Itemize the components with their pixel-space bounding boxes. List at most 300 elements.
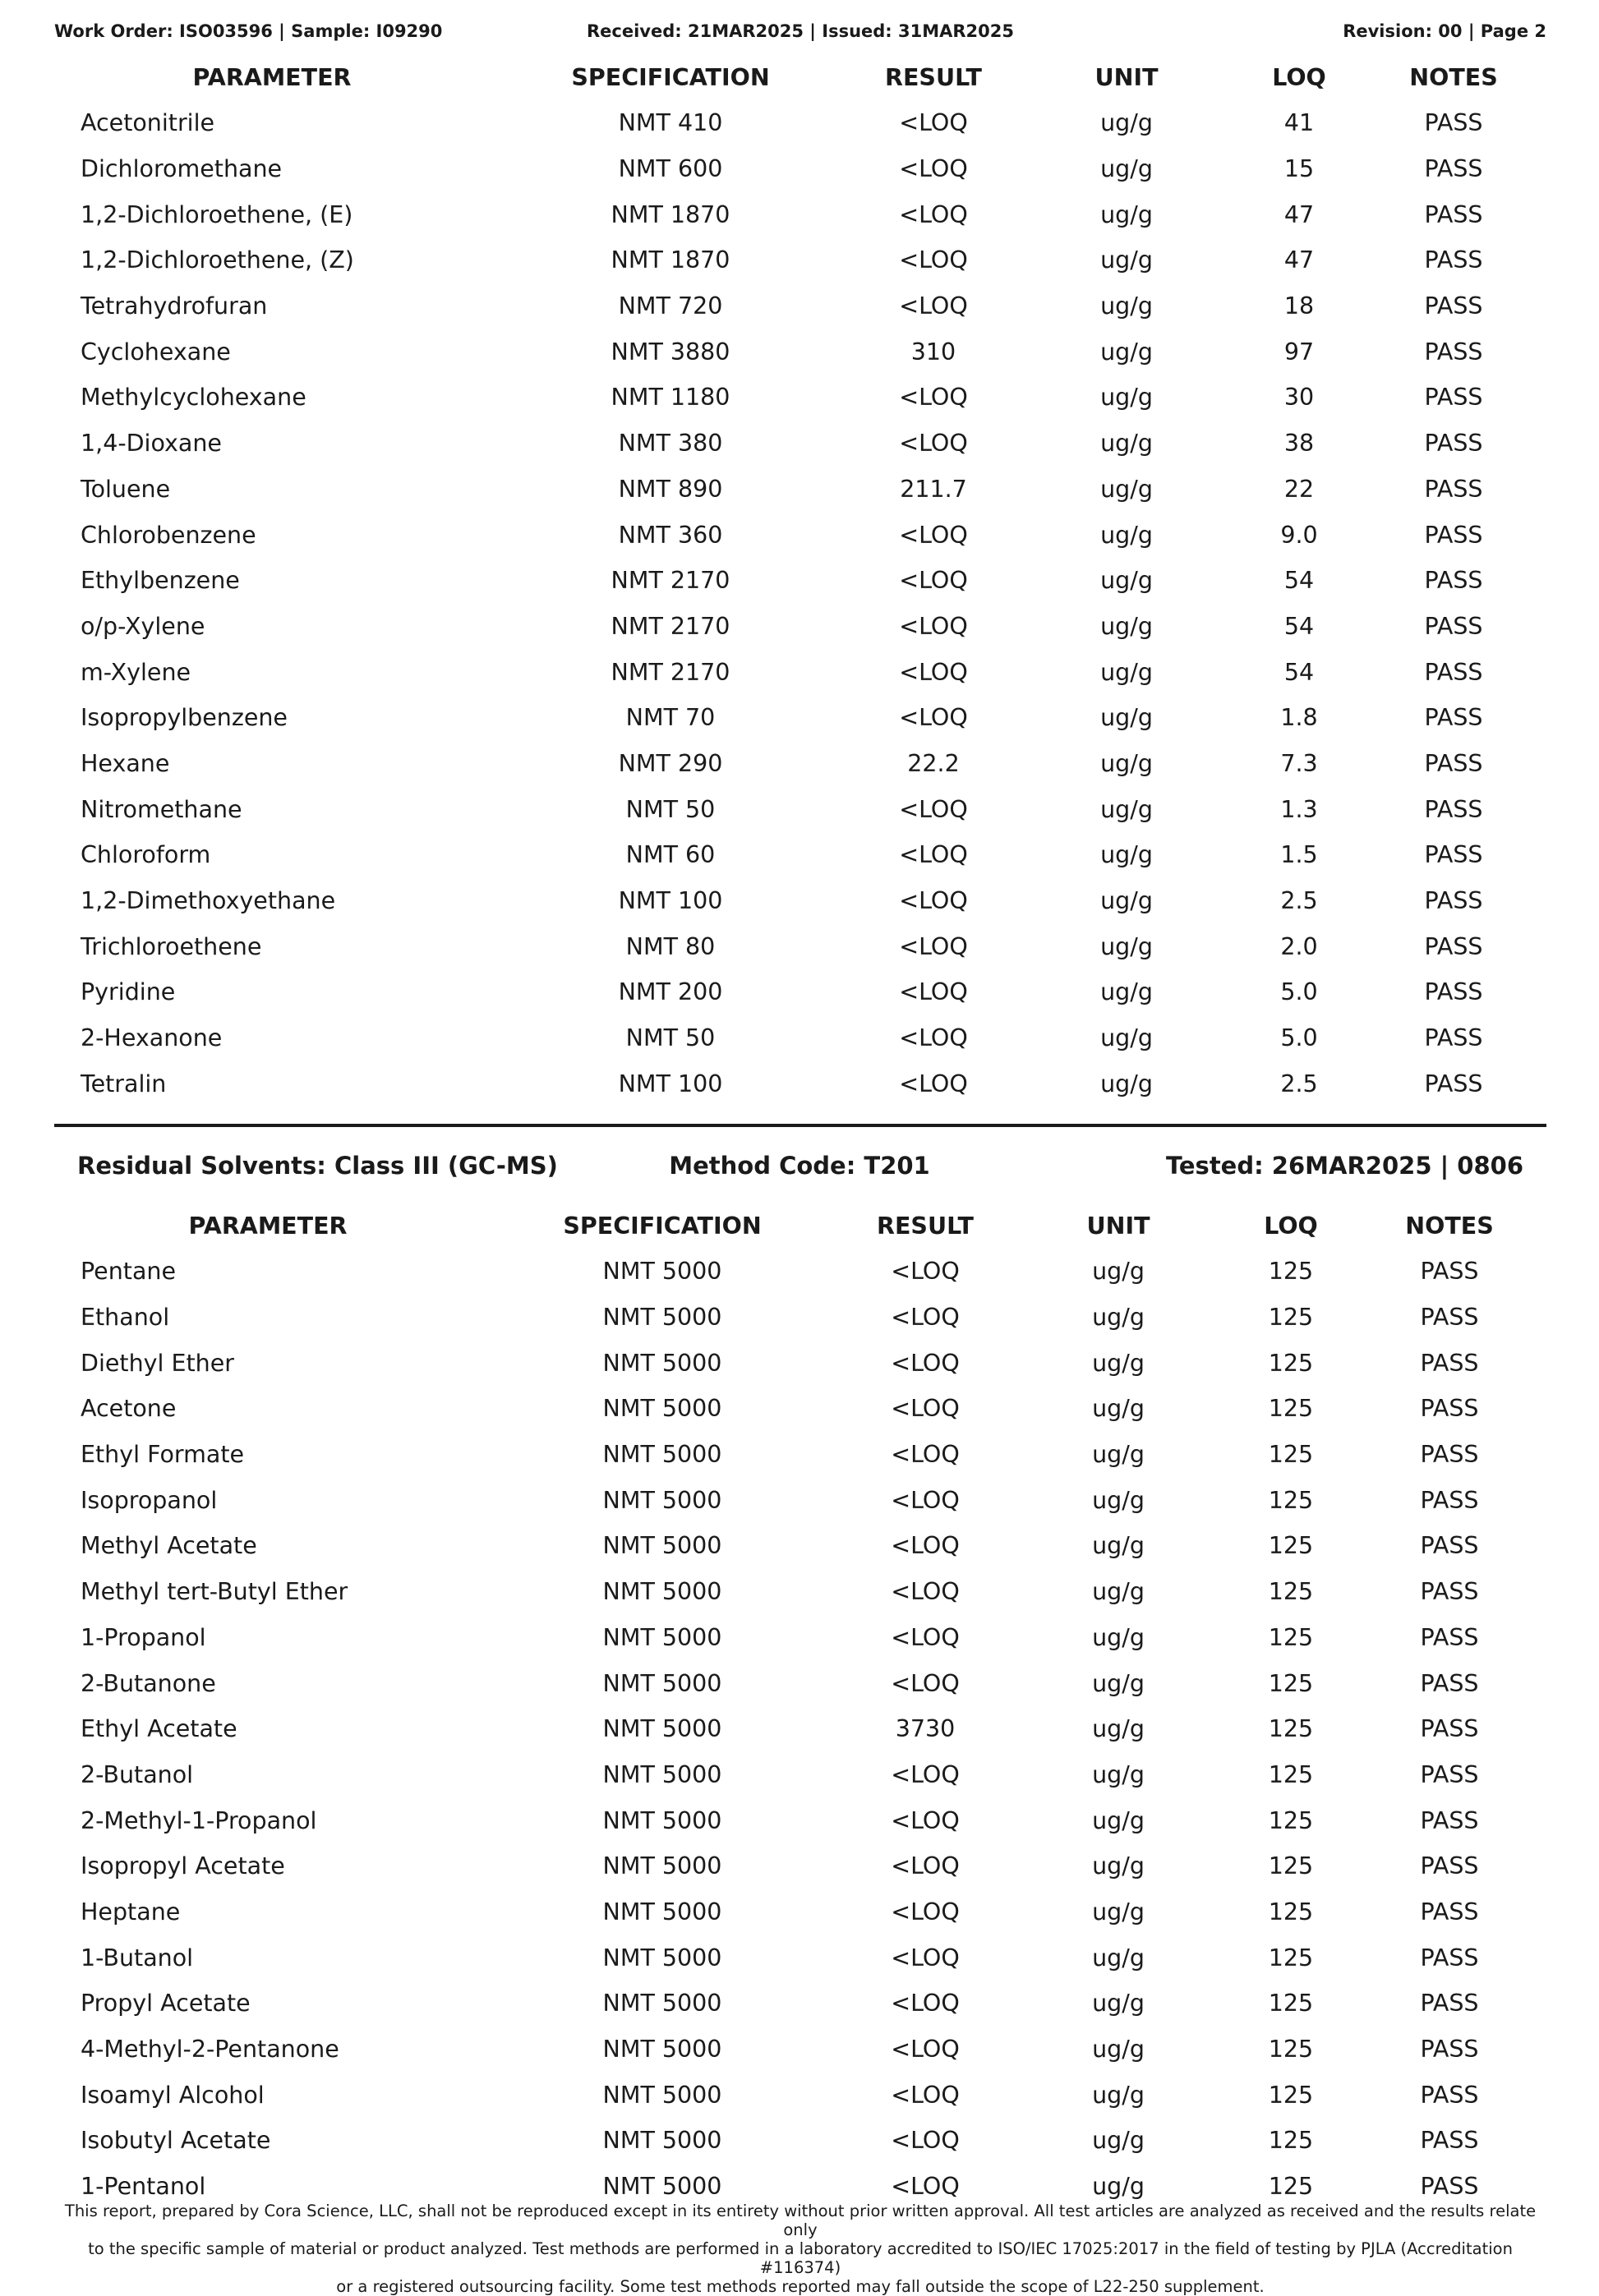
cell-parameter: Ethylbenzene (81, 567, 240, 595)
column-header-loq: LOQ (1264, 1212, 1318, 1240)
cell-specification: NMT 70 (625, 704, 716, 732)
cell-result: <LOQ (891, 2127, 960, 2155)
table-row (54, 878, 1546, 924)
cell-notes: PASS (1420, 1441, 1479, 1469)
cell-specification: NMT 5000 (602, 1349, 722, 1377)
cell-unit: ug/g (1092, 1760, 1145, 1788)
cell-loq: 18 (1283, 292, 1315, 320)
cell-loq: 125 (1268, 2081, 1314, 2109)
cell-parameter: Ethanol (81, 1304, 170, 1332)
cell-unit: ug/g (1092, 1715, 1145, 1743)
cell-unit: ug/g (1092, 1898, 1145, 1926)
cell-loq: 125 (1268, 1898, 1314, 1926)
cell-unit: ug/g (1092, 1349, 1145, 1377)
table-row (54, 1797, 1546, 1843)
cell-loq: 125 (1268, 1852, 1314, 1880)
cell-notes: PASS (1420, 1669, 1479, 1697)
cell-notes: PASS (1420, 2127, 1479, 2155)
cell-notes: PASS (1424, 932, 1483, 960)
cell-notes: PASS (1424, 430, 1483, 458)
cell-parameter: Isoamyl Alcohol (81, 2081, 265, 2109)
cell-parameter: 1,4-Dioxane (81, 430, 222, 458)
table-row (54, 467, 1546, 513)
cell-parameter: Isobutyl Acetate (81, 2127, 271, 2155)
cell-loq: 47 (1283, 246, 1315, 274)
cell-notes: PASS (1424, 704, 1483, 732)
cell-specification: NMT 5000 (602, 1990, 722, 2018)
cell-notes: PASS (1420, 1395, 1479, 1423)
cell-unit: ug/g (1092, 1258, 1145, 1286)
cell-loq: 15 (1283, 155, 1315, 183)
cell-notes: PASS (1424, 521, 1483, 549)
cell-specification: NMT 50 (625, 1024, 716, 1052)
tested-date: Tested: 26MAR2025 | 0806 (1165, 1152, 1523, 1180)
cell-result: <LOQ (899, 384, 968, 412)
cell-unit: ug/g (1100, 1024, 1153, 1052)
cell-notes: PASS (1424, 246, 1483, 274)
cell-loq: 2.5 (1280, 887, 1318, 915)
cell-result: 22.2 (907, 749, 960, 777)
cell-loq: 125 (1268, 1258, 1314, 1286)
cell-specification: NMT 600 (618, 155, 723, 183)
cell-specification: NMT 5000 (602, 1258, 722, 1286)
cell-specification: NMT 5000 (602, 2173, 722, 2201)
table-row (54, 1249, 1546, 1295)
table-row (54, 512, 1546, 558)
cell-specification: NMT 5000 (602, 1944, 722, 1972)
cell-result: <LOQ (899, 658, 968, 686)
table-row (54, 146, 1546, 192)
cell-unit: ug/g (1092, 1304, 1145, 1332)
cell-parameter: Diethyl Ether (81, 1349, 234, 1377)
cell-loq: 125 (1268, 2173, 1314, 2201)
cell-notes: PASS (1424, 200, 1483, 228)
cell-unit: ug/g (1100, 1070, 1153, 1097)
cell-notes: PASS (1424, 109, 1483, 137)
disclaimer-line: This report, prepared by Cora Science, LLC, shall not be reproduced except in its entirety without prior written approval. All test articles are analyzed as received and the results relate only (64, 2202, 1537, 2239)
table-row (54, 375, 1546, 421)
cell-notes: PASS (1424, 612, 1483, 640)
cell-parameter: Tetrahydrofuran (81, 292, 268, 320)
table-header-row (54, 1203, 1546, 1249)
cell-parameter: 1,2-Dichloroethene, (Z) (81, 246, 354, 274)
cell-notes: PASS (1420, 1578, 1479, 1606)
cell-specification: NMT 60 (625, 841, 716, 869)
cell-loq: 38 (1283, 430, 1315, 458)
cell-notes: PASS (1420, 1760, 1479, 1788)
cell-loq: 125 (1268, 1623, 1314, 1651)
column-header-notes: NOTES (1409, 63, 1498, 91)
table-row (54, 1015, 1546, 1061)
table-row (54, 283, 1546, 329)
cell-unit: ug/g (1100, 658, 1153, 686)
cell-unit: ug/g (1092, 1486, 1145, 1514)
cell-unit: ug/g (1100, 292, 1153, 320)
cell-parameter: Dichloromethane (81, 155, 283, 183)
cell-result: <LOQ (899, 246, 968, 274)
cell-result: <LOQ (891, 1623, 960, 1651)
cell-specification: NMT 5000 (602, 1623, 722, 1651)
column-header-specification: SPECIFICATION (571, 63, 770, 91)
cell-loq: 54 (1283, 567, 1315, 595)
work-order-sample: Work Order: ISO03596 | Sample: I09290 (54, 21, 443, 41)
cell-notes: PASS (1424, 795, 1483, 823)
cell-notes: PASS (1420, 1532, 1479, 1560)
cell-result: <LOQ (899, 841, 968, 869)
table-row (54, 2027, 1546, 2073)
cell-unit: ug/g (1092, 2127, 1145, 2155)
cell-specification: NMT 5000 (602, 1532, 722, 1560)
table-body (54, 100, 1546, 1107)
cell-notes: PASS (1424, 841, 1483, 869)
cell-parameter: Ethyl Acetate (81, 1715, 237, 1743)
cell-parameter: Tetralin (81, 1070, 167, 1097)
class-iii-results-table (54, 1203, 1546, 2209)
cell-specification: NMT 290 (618, 749, 723, 777)
cell-unit: ug/g (1100, 932, 1153, 960)
table-row (54, 1477, 1546, 1523)
cell-result: <LOQ (899, 109, 968, 137)
cell-parameter: 1-Butanol (81, 1944, 194, 1972)
table-row (54, 832, 1546, 878)
table-row (54, 2118, 1546, 2164)
cell-loq: 2.5 (1280, 1070, 1318, 1097)
section-title: Residual Solvents: Class III (GC-MS) (77, 1152, 558, 1180)
cell-parameter: 2-Hexanone (81, 1024, 223, 1052)
cell-unit: ug/g (1100, 155, 1153, 183)
cell-result: <LOQ (891, 1349, 960, 1377)
cell-parameter: 2-Butanone (81, 1669, 216, 1697)
cell-parameter: Methyl Acetate (81, 1532, 257, 1560)
cell-result: <LOQ (899, 612, 968, 640)
cell-unit: ug/g (1092, 1944, 1145, 1972)
cell-unit: ug/g (1100, 200, 1153, 228)
cell-specification: NMT 3880 (611, 338, 730, 366)
cell-parameter: Toluene (81, 475, 171, 503)
cell-notes: PASS (1420, 1304, 1479, 1332)
cell-result: <LOQ (891, 1578, 960, 1606)
section-divider (54, 1124, 1546, 1127)
cell-loq: 125 (1268, 2127, 1314, 2155)
cell-parameter: Propyl Acetate (81, 1990, 251, 2018)
cell-unit: ug/g (1092, 2081, 1145, 2109)
column-header-notes: NOTES (1405, 1212, 1494, 1240)
cell-result: 3730 (895, 1715, 956, 1743)
cell-specification: NMT 2170 (611, 612, 730, 640)
cell-unit: ug/g (1092, 2036, 1145, 2064)
cell-specification: NMT 5000 (602, 1304, 722, 1332)
method-code: Method Code: T201 (669, 1152, 930, 1180)
cell-specification: NMT 1180 (611, 384, 730, 412)
cell-loq: 97 (1283, 338, 1315, 366)
cell-notes: PASS (1420, 2081, 1479, 2109)
column-header-loq: LOQ (1272, 63, 1326, 91)
cell-loq: 125 (1268, 1760, 1314, 1788)
cell-notes: PASS (1420, 2173, 1479, 2201)
table-row (54, 1340, 1546, 1386)
cell-specification: NMT 2170 (611, 567, 730, 595)
cell-result: <LOQ (891, 1852, 960, 1880)
cell-result: <LOQ (899, 932, 968, 960)
cell-loq: 125 (1268, 1944, 1314, 1972)
cell-unit: ug/g (1100, 521, 1153, 549)
cell-result: <LOQ (899, 567, 968, 595)
cell-notes: PASS (1424, 978, 1483, 1006)
cell-parameter: Chlorobenzene (81, 521, 256, 549)
cell-result: <LOQ (891, 1486, 960, 1514)
cell-parameter: Ethyl Formate (81, 1441, 245, 1469)
cell-notes: PASS (1424, 384, 1483, 412)
cell-notes: PASS (1424, 658, 1483, 686)
cell-specification: NMT 720 (618, 292, 723, 320)
cell-unit: ug/g (1100, 109, 1153, 137)
cell-unit: ug/g (1092, 1395, 1145, 1423)
cell-specification: NMT 380 (618, 430, 723, 458)
cell-result: <LOQ (899, 978, 968, 1006)
cell-unit: ug/g (1092, 2173, 1145, 2201)
cell-notes: PASS (1420, 1898, 1479, 1926)
cell-specification: NMT 5000 (602, 1486, 722, 1514)
cell-result: <LOQ (891, 2081, 960, 2109)
cell-unit: ug/g (1092, 1623, 1145, 1651)
received-issued-dates: Received: 21MAR2025 | Issued: 31MAR2025 (587, 21, 1014, 41)
cell-specification: NMT 5000 (602, 1715, 722, 1743)
cell-loq: 125 (1268, 1304, 1314, 1332)
cell-notes: PASS (1424, 292, 1483, 320)
cell-specification: NMT 1870 (611, 200, 730, 228)
table-row (54, 695, 1546, 741)
cell-specification: NMT 5000 (602, 1806, 722, 1834)
cell-loq: 125 (1268, 1349, 1314, 1377)
cell-result: <LOQ (891, 2173, 960, 2201)
cell-parameter: Acetone (81, 1395, 177, 1423)
cell-unit: ug/g (1092, 1990, 1145, 2018)
cell-unit: ug/g (1100, 749, 1153, 777)
table-row (54, 604, 1546, 650)
cell-loq: 5.0 (1280, 978, 1318, 1006)
cell-loq: 41 (1283, 109, 1315, 137)
cell-notes: PASS (1424, 749, 1483, 777)
table-row (54, 923, 1546, 969)
cell-specification: NMT 5000 (602, 1578, 722, 1606)
cell-notes: PASS (1420, 1990, 1479, 2018)
cell-result: <LOQ (891, 1532, 960, 1560)
table-row (54, 649, 1546, 695)
cell-notes: PASS (1420, 1623, 1479, 1651)
disclaimer-line: to the specific sample of material or product analyzed. Test methods are performed in a laboratory accredited to ISO/IEC 17025:2017 in the field of testing by PJLA (Accreditation #116374) (88, 2239, 1513, 2277)
cell-loq: 1.5 (1280, 841, 1318, 869)
cell-notes: PASS (1420, 1806, 1479, 1834)
cell-loq: 125 (1268, 1578, 1314, 1606)
cell-loq: 125 (1268, 1990, 1314, 2018)
cell-result: <LOQ (899, 521, 968, 549)
cell-loq: 54 (1283, 612, 1315, 640)
cell-loq: 5.0 (1280, 1024, 1318, 1052)
cell-loq: 125 (1268, 1715, 1314, 1743)
table-row (54, 1935, 1546, 1981)
cell-notes: PASS (1420, 1715, 1479, 1743)
cell-specification: NMT 200 (618, 978, 723, 1006)
cell-result: <LOQ (899, 430, 968, 458)
column-header-parameter: PARAMETER (192, 63, 352, 91)
table-row (54, 329, 1546, 375)
cell-specification: NMT 5000 (602, 2127, 722, 2155)
cell-specification: NMT 5000 (602, 1898, 722, 1926)
table-row (54, 1523, 1546, 1569)
cell-notes: PASS (1420, 1944, 1479, 1972)
cell-parameter: Isopropylbenzene (81, 704, 288, 732)
cell-loq: 22 (1283, 475, 1315, 503)
table-row (54, 1569, 1546, 1615)
cell-parameter: Acetonitrile (81, 109, 215, 137)
cell-parameter: 1-Pentanol (81, 2173, 206, 2201)
cell-loq: 125 (1268, 1806, 1314, 1834)
cell-unit: ug/g (1092, 1578, 1145, 1606)
cell-specification: NMT 1870 (611, 246, 730, 274)
cell-result: <LOQ (899, 704, 968, 732)
column-header-parameter: PARAMETER (188, 1212, 348, 1240)
cell-loq: 1.3 (1280, 795, 1318, 823)
cell-notes: PASS (1424, 155, 1483, 183)
page-header (54, 21, 1546, 46)
table-row (54, 1386, 1546, 1432)
cell-notes: PASS (1424, 475, 1483, 503)
cell-parameter: 4-Methyl-2-Pentanone (81, 2036, 339, 2064)
cell-unit: ug/g (1100, 430, 1153, 458)
cell-specification: NMT 100 (618, 1070, 723, 1097)
cell-result: <LOQ (899, 200, 968, 228)
cell-unit: ug/g (1092, 1532, 1145, 1560)
table-body (54, 1249, 1546, 2209)
disclaimer-line: or a registered outsourcing facility. Some test methods reported may fall outside the scope of L22-250 supplement. (336, 2277, 1265, 2296)
cell-parameter: o/p-Xylene (81, 612, 205, 640)
cell-loq: 125 (1268, 1486, 1314, 1514)
cell-unit: ug/g (1092, 1806, 1145, 1834)
cell-loq: 2.0 (1280, 932, 1318, 960)
column-header-specification: SPECIFICATION (563, 1212, 762, 1240)
cell-result: <LOQ (891, 1944, 960, 1972)
cell-result: <LOQ (899, 887, 968, 915)
cell-unit: ug/g (1100, 612, 1153, 640)
table-row (54, 1752, 1546, 1798)
cell-specification: NMT 100 (618, 887, 723, 915)
cell-parameter: Isopropyl Acetate (81, 1852, 285, 1880)
cell-parameter: 2-Butanol (81, 1760, 194, 1788)
cell-unit: ug/g (1100, 795, 1153, 823)
cell-result: 211.7 (900, 475, 967, 503)
cell-parameter: 1,2-Dichloroethene, (E) (81, 200, 353, 228)
table-row (54, 786, 1546, 832)
cell-result: <LOQ (899, 1070, 968, 1097)
revision-page: Revision: 00 | Page 2 (1343, 21, 1546, 41)
cell-result: <LOQ (899, 1024, 968, 1052)
column-header-unit: UNIT (1086, 1212, 1150, 1240)
cell-parameter: Heptane (81, 1898, 181, 1926)
column-header-result: RESULT (885, 63, 982, 91)
cell-parameter: 1,2-Dimethoxyethane (81, 887, 336, 915)
cell-specification: NMT 5000 (602, 1395, 722, 1423)
cell-result: <LOQ (891, 1760, 960, 1788)
cell-parameter: Nitromethane (81, 795, 242, 823)
cell-unit: ug/g (1100, 887, 1153, 915)
cell-specification: NMT 360 (618, 521, 723, 549)
table-row (54, 558, 1546, 604)
table-row (54, 191, 1546, 237)
table-row (54, 1843, 1546, 1889)
cell-loq: 125 (1268, 1395, 1314, 1423)
cell-unit: ug/g (1092, 1852, 1145, 1880)
cell-result: <LOQ (899, 155, 968, 183)
cell-result: <LOQ (891, 1990, 960, 2018)
cell-loq: 125 (1268, 1669, 1314, 1697)
column-header-unit: UNIT (1094, 63, 1159, 91)
cell-unit: ug/g (1100, 978, 1153, 1006)
cell-loq: 30 (1283, 384, 1315, 412)
table-row (54, 1615, 1546, 1661)
cell-loq: 7.3 (1280, 749, 1318, 777)
cell-notes: PASS (1420, 1852, 1479, 1880)
cell-specification: NMT 50 (625, 795, 716, 823)
cell-unit: ug/g (1092, 1441, 1145, 1469)
cell-specification: NMT 5000 (602, 1669, 722, 1697)
cell-notes: PASS (1420, 1258, 1479, 1286)
cell-specification: NMT 5000 (602, 2081, 722, 2109)
table-row (54, 421, 1546, 467)
table-row (54, 1432, 1546, 1478)
table-row (54, 969, 1546, 1015)
cell-specification: NMT 80 (625, 932, 716, 960)
table-row (54, 1660, 1546, 1706)
cell-loq: 125 (1268, 1441, 1314, 1469)
cell-parameter: 1-Propanol (81, 1623, 206, 1651)
cell-loq: 125 (1268, 2036, 1314, 2064)
table-row (54, 237, 1546, 283)
column-header-result: RESULT (877, 1212, 974, 1240)
cell-notes: PASS (1420, 1486, 1479, 1514)
cell-parameter: 2-Methyl-1-Propanol (81, 1806, 317, 1834)
cell-specification: NMT 5000 (602, 1760, 722, 1788)
cell-unit: ug/g (1100, 338, 1153, 366)
cell-unit: ug/g (1100, 841, 1153, 869)
table-row (54, 741, 1546, 787)
cell-notes: PASS (1424, 338, 1483, 366)
cell-parameter: Hexane (81, 749, 170, 777)
cell-result: <LOQ (891, 1898, 960, 1926)
table-header-row (54, 54, 1546, 100)
cell-result: <LOQ (891, 1258, 960, 1286)
cell-parameter: m-Xylene (81, 658, 191, 686)
cell-notes: PASS (1420, 1349, 1479, 1377)
cell-result: <LOQ (891, 1669, 960, 1697)
table-row (54, 2072, 1546, 2118)
cell-loq: 47 (1283, 200, 1315, 228)
cell-result: <LOQ (891, 2036, 960, 2064)
table-row (54, 1706, 1546, 1752)
cell-specification: NMT 2170 (611, 658, 730, 686)
report-disclaimer (54, 2202, 1546, 2296)
table-row (54, 100, 1546, 146)
cell-parameter: Chloroform (81, 841, 211, 869)
cell-parameter: Methylcyclohexane (81, 384, 306, 412)
cell-parameter: Isopropanol (81, 1486, 218, 1514)
cell-parameter: Trichloroethene (81, 932, 262, 960)
class-ii-results-table (54, 54, 1546, 1107)
cell-notes: PASS (1424, 1024, 1483, 1052)
cell-notes: PASS (1424, 567, 1483, 595)
cell-loq: 125 (1268, 1532, 1314, 1560)
cell-specification: NMT 5000 (602, 1441, 722, 1469)
cell-result: <LOQ (891, 1441, 960, 1469)
